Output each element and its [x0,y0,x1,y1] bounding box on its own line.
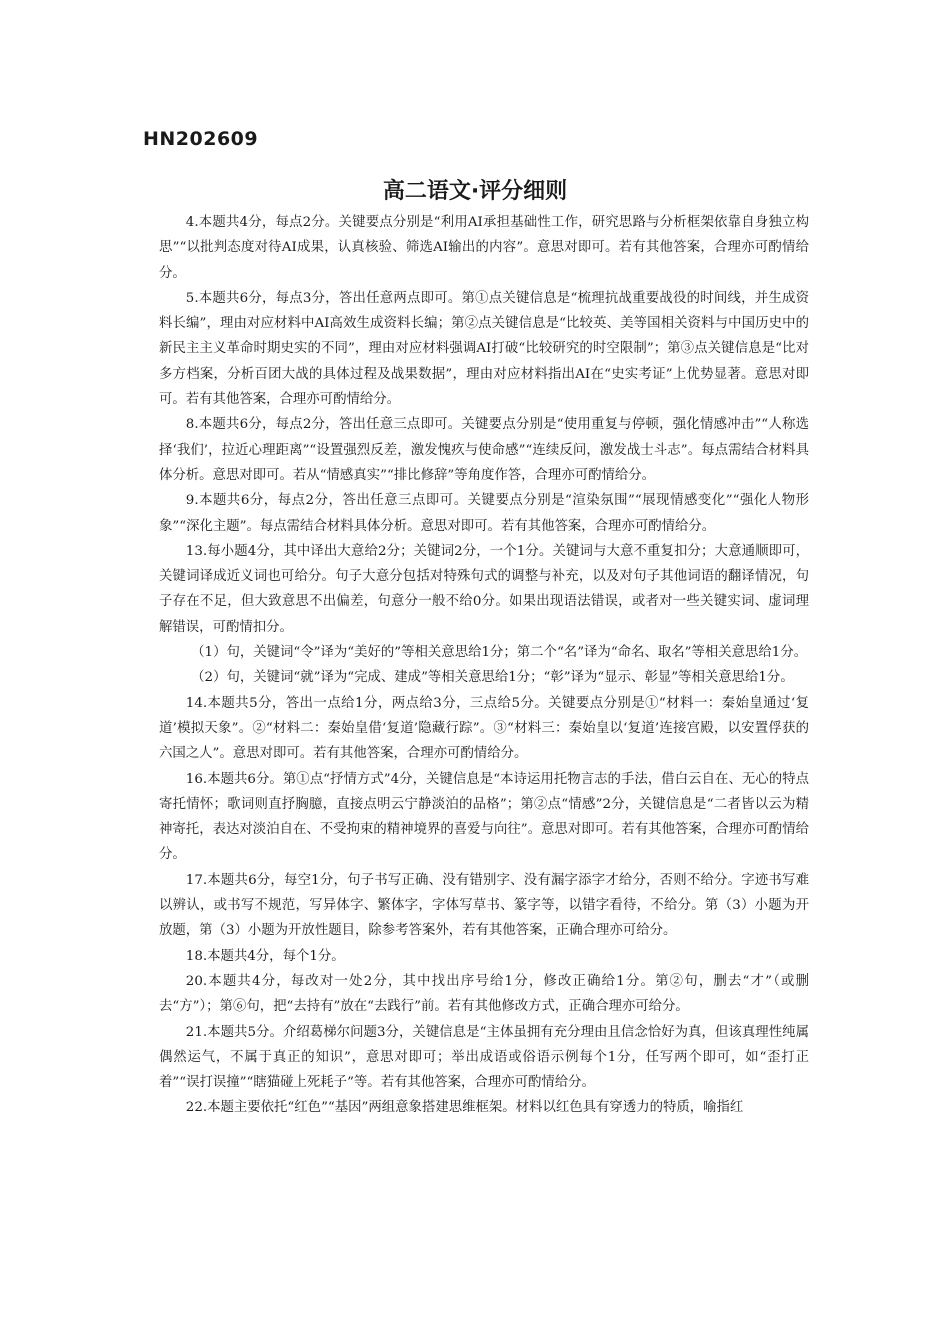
rule-item-22: 22.本题主要依托“红色”“基因”两组意象搭建思维框架。材料以红色具有穿透力的特质，喻指红 [185,1100,744,1116]
rule-item-20: 20.本题共4分，每改对一处2分，其中找出序号给1分，修改正确给1分。第②句，删去“才”（或删去“方”）；第⑥句，把“去持有”放在“去践行”前。若有其他修改方式，正确合理亦可给分。 [159,973,809,1015]
rule-item-13-part-1: （1）句，关键词“令”译为“美好的”等相关意思给1分；第二个“名”译为“命名、取名”等相关意思给1分。 [191,645,808,661]
rule-item-17: 17.本题共6分，每空1分，句子书写正确、没有错别字、没有漏字添字才给分，否则不给分。字迹书写难以辨认，或书写不规范，写异体字、繁体字，字体写草书、篆字等，以错字看待，不给分。第（3）小题为开放题，第（3）小题为开放性题目，除参考答案外，若有其他答案，正确合理亦可给分。 [159,872,809,939]
rule-item-13-part-2: （2）句，关键词“就”译为“完成、建成”等相关意思给1分；“彰”译为“显示、彰显”等相关意思给1分。 [191,670,794,686]
rule-item-13: 13.每小题4分，其中译出大意给2分；关键词2分，一个1分。关键词与大意不重复扣分；大意通顺即可，关键词译成近义词也可给分。句子大意分包括对特殊句式的调整与补充，以及对句子其他词语的翻译情况，句子存在不足，但大致意思不出偏差，句意分一般不给0分。如果出现语法错误，或者对一些关键实词、虚词理解错误，可酌情扣分。 [159,543,809,635]
rule-item-9: 9.本题共6分，每点2分，答出任意三点即可。关键要点分别是“渲染氛围”“展现情感变化”“强化人物形象”“深化主题”。每点需结合材料具体分析。意思对即可。若有其他答案，合理亦可酌情给分。 [159,493,809,534]
rule-item-21: 21.本题共5分。介绍葛梯尔问题3分，关键信息是“主体虽拥有充分理由且信念恰好为真，但该真理性纯属偶然运气，不属于真正的知识”，意思对即可；举出成语或俗语示例每个1分，任写两个即可，如“歪打正着”“误打误撞”“瞎猫碰上死耗子”等。若有其他答案，合理亦可酌情给分。 [159,1024,809,1091]
document-title: 高二语文·评分细则 [382,179,568,204]
rule-item-5: 5.本题共6分，每点3分，答出任意两点即可。第①点关键信息是“梳理抗战重要战役的时间线，并生成资料长编”，理由对应材料中AI高效生成资料长编；第②点关键信息是“比较英、美等国相关资料与中国历史中的新民主主义革命时期史实的不同”，理由对应材料强调AI打破“比较研究的时空限制”；第③点关键信息是“比对多方档案，分析百团大战的具体过程及战果数据”，理由对应材料指出AI在“史实考证”上优势显著。意思对即可。若有其他答案，合理亦可酌情给分。 [159,290,809,408]
rule-item-16: 16.本题共6分。第①点“抒情方式”4分，关键信息是“本诗运用托物言志的手法，借白云自在、无心的特点寄托情怀；歌词则直抒胸臆，直接点明云宁静淡泊的品格”；第②点“情感”2分，关键信息是“二者皆以云为精神寄托，表达对淡泊自在、不受拘束的精神境界的喜爱与向往”。意思对即可。若有其他答案，合理亦可酌情给分。 [159,771,809,863]
rule-item-14: 14.本题共5分，答出一点给1分，两点给3分，三点给5分。关键要点分别是①“材料一：秦始皇通过‘复道’模拟天象”。②“材料二：秦始皇借‘复道’隐藏行踪”。③“材料三：秦始皇以‘复道’连接宫殿，以安置俘获的六国之人”。意思对即可。若有其他答案，合理亦可酌情给分。 [159,695,809,762]
document-code: HN202609 [143,128,259,150]
grading-rules-body [159,210,809,1121]
rule-item-18: 18.本题共4分，每个1分。 [185,948,345,964]
rule-item-4: 4.本题共4分，每点2分。关键要点分别是“利用AI承担基础性工作，研究思路与分析框架依靠自身独立构思”“以批判态度对待AI成果，认真核验、筛选AI输出的内容”。意思对即可。若有其他答案，合理亦可酌情给分。 [159,215,809,281]
rule-item-8: 8.本题共6分，每点2分，答出任意三点即可。关键要点分别是“使用重复与停顿，强化情感冲击”“人称选择‘我们’，拉近心理距离”“设置强烈反差，激发愧疚与使命感”“连续反问，激发战士斗志”。每点需结合材料具体分析。意思对即可。若从“情感真实”“排比修辞”等角度作答，合理亦可酌情给分。 [159,417,809,483]
